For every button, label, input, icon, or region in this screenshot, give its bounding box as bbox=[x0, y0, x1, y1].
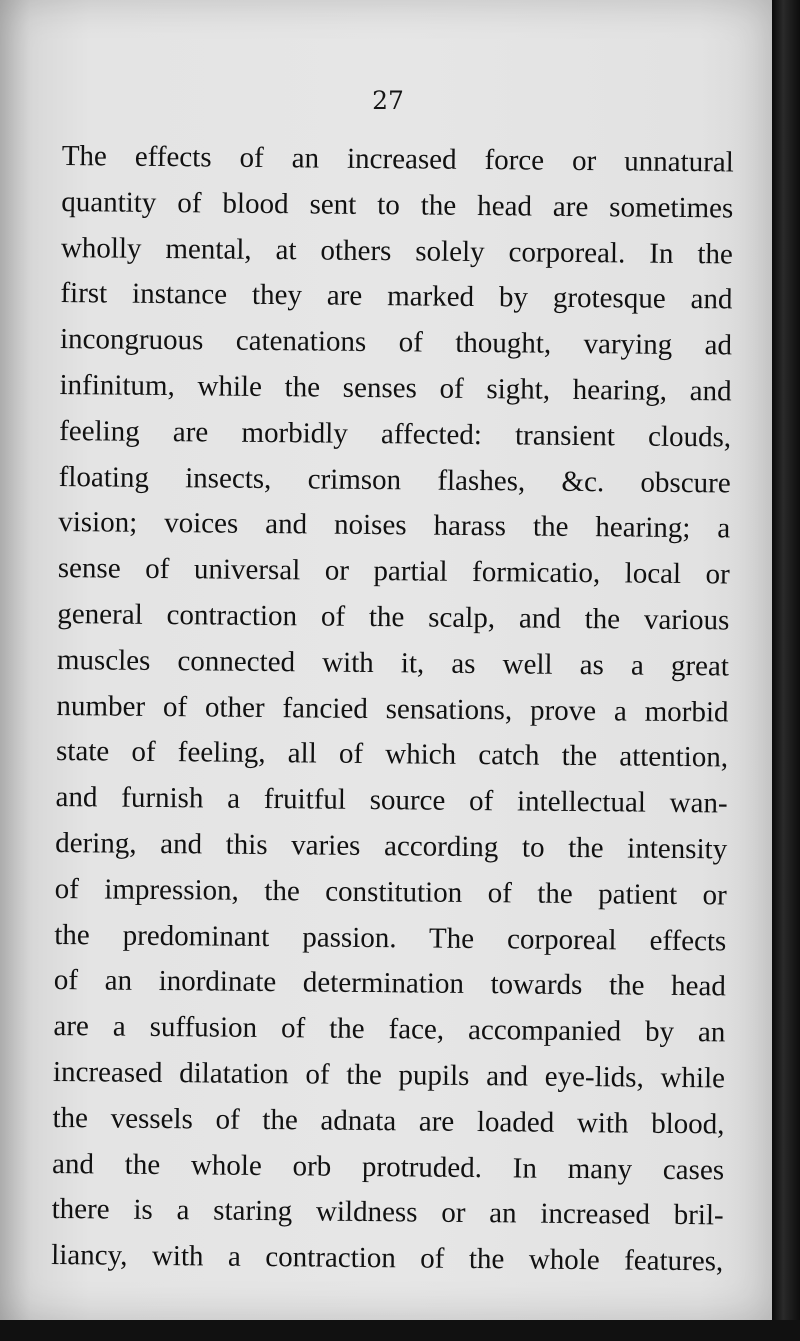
text-line: incongruous catenations of thought, varying ad bbox=[59, 323, 733, 362]
text-line: floating insects, crimson flashes, &c. obscure bbox=[58, 460, 731, 500]
text-line: first instance they are marked by grotesque and bbox=[60, 277, 733, 316]
page-bottom-shadow bbox=[0, 1320, 800, 1341]
text-line: the predominant passion. The corporeal effects bbox=[54, 918, 727, 957]
text-line: increased dilatation of the pupils and eye-lids, while bbox=[52, 1055, 726, 1095]
page-edge-shadow bbox=[772, 0, 800, 1341]
text-line: and furnish a fruitful source of intellectual wan- bbox=[55, 781, 728, 820]
text-line: there is a staring wildness or an increased bril- bbox=[51, 1193, 724, 1232]
text-line: of impression, the constitution of the patient or bbox=[54, 872, 727, 912]
text-line: vision; voices and noises harass the hearing; a bbox=[58, 506, 731, 545]
text-line: of an inordinate determination towards the head bbox=[53, 964, 726, 1003]
text-line: the vessels of the adnata are loaded with blood, bbox=[52, 1101, 725, 1141]
text-line: state of feeling, all of which catch the attention, bbox=[55, 735, 729, 774]
page-number: 27 bbox=[372, 86, 404, 115]
text-line: are a suffusion of the face, accompanied by an bbox=[53, 1010, 726, 1049]
text-line: number of other fancied sensations, prove a morbid bbox=[56, 689, 729, 728]
text-line: The effects of an increased force or unnatural bbox=[61, 139, 734, 179]
body-text bbox=[51, 134, 734, 1285]
text-line: quantity of blood sent to the head are sometimes bbox=[61, 185, 734, 225]
text-line: sense of universal or partial formicatio, local or bbox=[57, 552, 730, 591]
text-line: liancy, with a contraction of the whole features, bbox=[51, 1239, 724, 1278]
text-line: general contraction of the scalp, and the various bbox=[57, 597, 730, 637]
text-line: infinitum, while the senses of sight, hearing, and bbox=[59, 368, 732, 408]
text-line: muscles connected with it, as well as a great bbox=[56, 643, 730, 683]
text-line: feeling are morbidly affected: transient clouds, bbox=[58, 414, 732, 454]
text-line: wholly mental, at others solely corporeal. In the bbox=[60, 231, 734, 271]
text-line: dering, and this varies according to the intensity bbox=[55, 826, 728, 866]
text-line: and the whole orb protruded. In many cases bbox=[51, 1147, 725, 1186]
